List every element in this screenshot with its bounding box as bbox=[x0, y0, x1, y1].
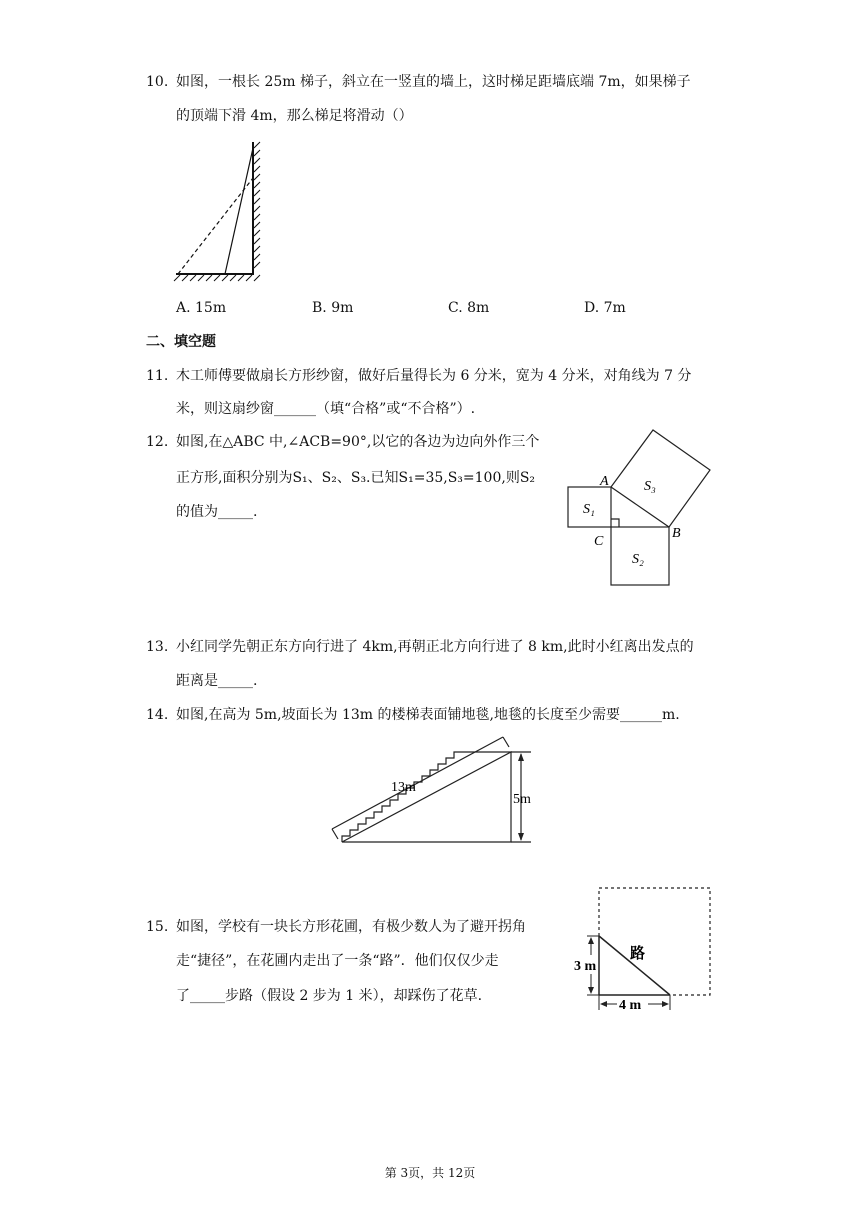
stair-triangle bbox=[342, 752, 511, 842]
q11-text-line1: 木工师傅要做扇长方形纱窗，做好后量得长为 6 分米，宽为 4 分米，对角线为 7 分 bbox=[176, 368, 692, 384]
q10-option-c: C. 8m bbox=[448, 300, 490, 316]
q14-number: 14. bbox=[146, 707, 169, 723]
right-angle-mark bbox=[611, 519, 619, 527]
label-5m: 5m bbox=[513, 792, 531, 807]
q12-text-line1: 如图,在△ABC 中,∠ACB=90°,以它的各边为边向外作三个 bbox=[176, 434, 540, 450]
slope-tick-left bbox=[332, 829, 338, 839]
q10-ladder-figure bbox=[170, 138, 270, 288]
dim4-arrow-right bbox=[662, 1001, 669, 1007]
q11-number: 11. bbox=[146, 368, 169, 384]
ground-hatching bbox=[174, 275, 260, 281]
q12-squares-figure bbox=[560, 425, 720, 595]
q10-option-d: D. 7m bbox=[584, 300, 626, 316]
q13-text-line2: 距离是_____. bbox=[176, 673, 258, 689]
q14-stairs-figure bbox=[325, 733, 545, 848]
label-3m: 3 m bbox=[574, 959, 597, 974]
page-footer: 第 3页，共 12页 bbox=[384, 1166, 476, 1180]
dim4-arrow-left bbox=[600, 1001, 607, 1007]
q15-number: 15. bbox=[146, 919, 169, 935]
label-s2: S₂ bbox=[632, 552, 644, 567]
slope-length-line bbox=[332, 737, 503, 829]
q15-text-line1: 如图，学校有一块长方形花圃，有极少数人为了避开拐角 bbox=[176, 919, 526, 935]
ladder-slid bbox=[178, 178, 253, 274]
height-arrow-down bbox=[518, 833, 524, 841]
q15-text-line3: 了_____步路（假设 2 步为 1 米），却踩伤了花草. bbox=[176, 988, 483, 1004]
section-title: 二、填空题 bbox=[146, 334, 216, 350]
q12-number: 12. bbox=[146, 434, 169, 450]
q13-text-line1: 小红同学先朝正东方向行进了 4km,再朝正北方向行进了 8 km,此时小红离出发点的 bbox=[176, 639, 694, 655]
square-s3 bbox=[611, 430, 710, 527]
label-s1: S₁ bbox=[583, 502, 595, 517]
label-b: B bbox=[672, 526, 681, 541]
q12-text-line2: 正方形,面积分别为S₁、S₂、S₃.已知S₁=35,S₃=100,则S₂ bbox=[176, 470, 536, 486]
q12-text-line3: 的值为_____. bbox=[176, 504, 258, 520]
label-c: C bbox=[594, 534, 604, 549]
q10-option-b: B. 9m bbox=[312, 300, 354, 316]
q15-garden-figure bbox=[560, 880, 720, 1020]
dim3-arrow-up bbox=[588, 937, 594, 944]
q11-text-line2: 米，则这扇纱窗______（填“合格”或“不合格”）. bbox=[176, 401, 476, 417]
height-arrow-up bbox=[518, 753, 524, 761]
label-4m: 4 m bbox=[619, 998, 642, 1013]
ladder-original bbox=[225, 148, 253, 274]
wall-hatching bbox=[254, 142, 260, 268]
label-s3: S₃ bbox=[644, 479, 656, 494]
q10-text-line2: 的顶端下滑 4m，那么梯足将滑动（） bbox=[176, 108, 413, 124]
q15-text-line2: 走“捷径”，在花圃内走出了一条“路”．他们仅仅少走 bbox=[176, 953, 499, 969]
label-a: A bbox=[600, 474, 609, 489]
dim3-arrow-down bbox=[588, 987, 594, 994]
q13-number: 13. bbox=[146, 639, 169, 655]
q10-text-line1: 如图，一根长 25m 梯子，斜立在一竖直的墙上，这时梯足距墙底端 7m，如果梯子 bbox=[176, 74, 691, 90]
q14-text-line1: 如图,在高为 5m,坡面长为 13m 的楼梯表面铺地毯,地毯的长度至少需要______m. bbox=[176, 707, 680, 723]
label-13m: 13m bbox=[391, 780, 416, 795]
q10-number: 10. bbox=[146, 74, 169, 90]
label-road: 路 bbox=[630, 946, 646, 962]
q10-option-a: A. 15m bbox=[176, 300, 227, 316]
road-path bbox=[599, 936, 670, 995]
garden-outline bbox=[599, 888, 710, 995]
slope-tick-right bbox=[503, 737, 509, 747]
